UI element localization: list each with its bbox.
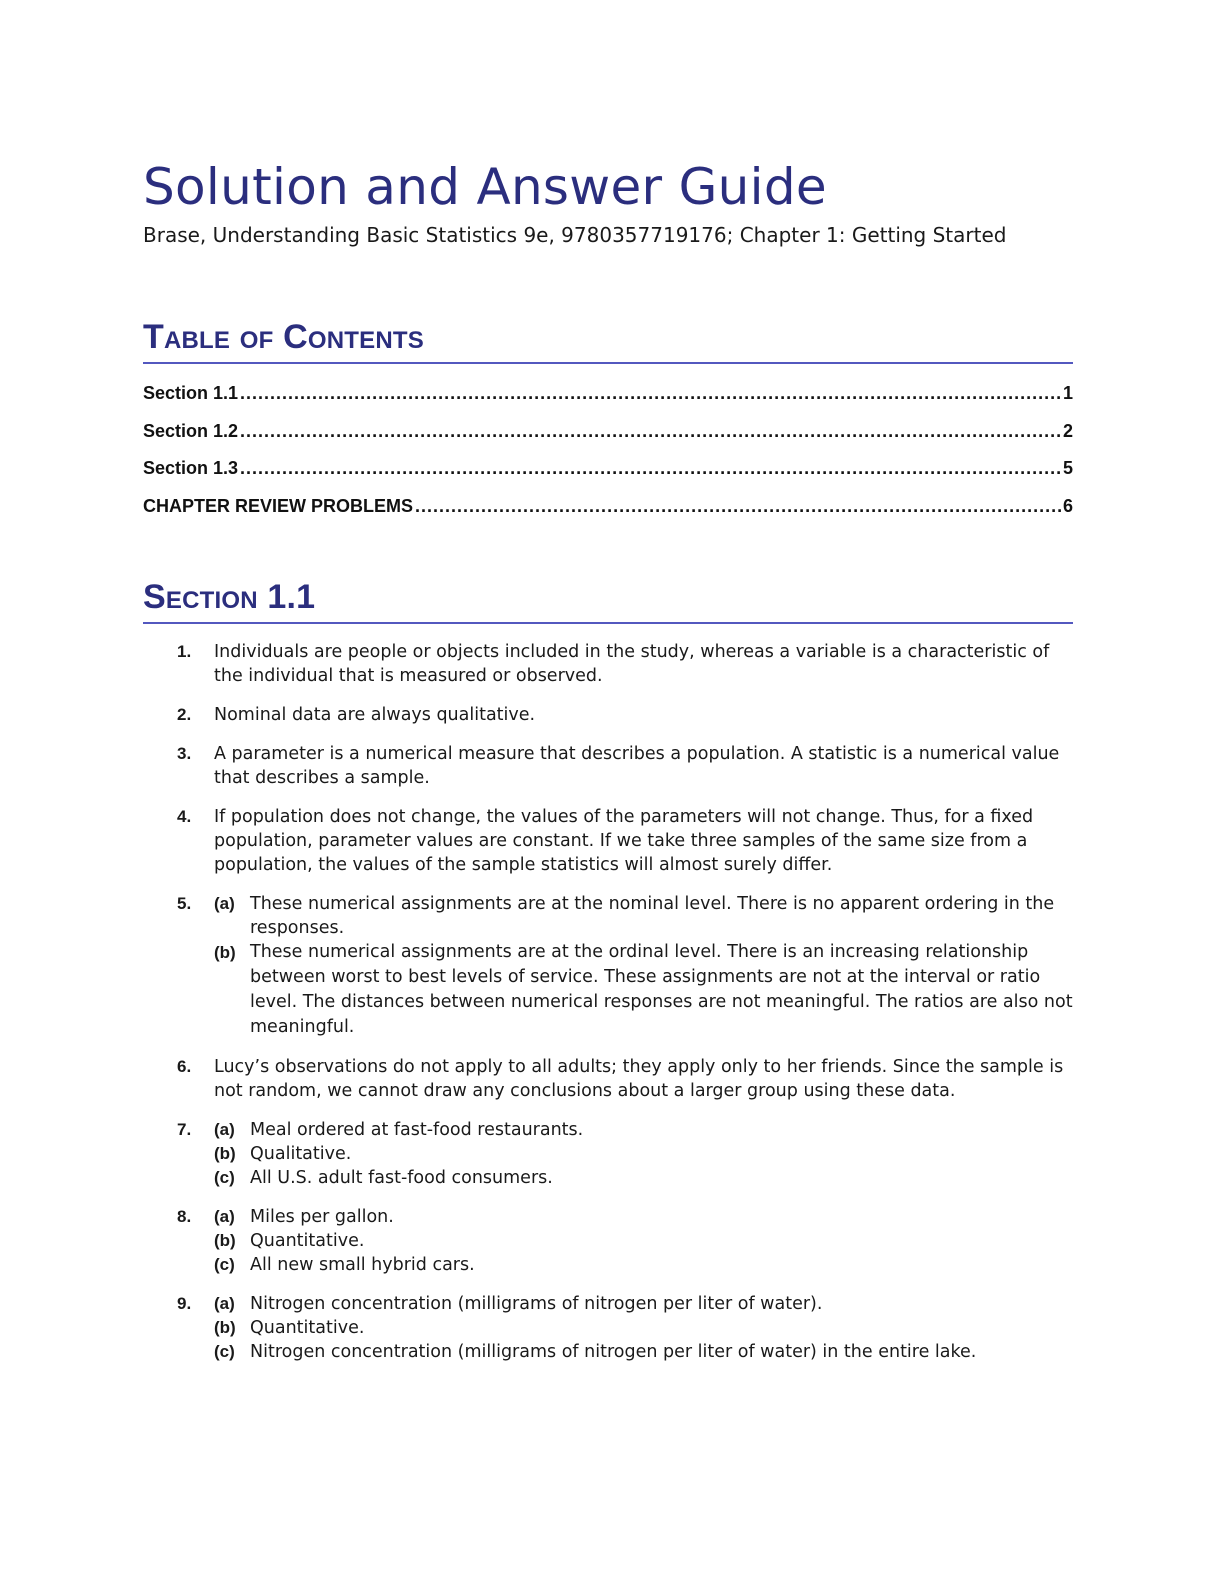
answer-item-6 xyxy=(143,1055,1073,1103)
sub-answer-a xyxy=(214,1205,1073,1229)
sub-letter: (b) xyxy=(214,943,236,962)
sub-text: Quantitative. xyxy=(250,1231,365,1251)
answer-list xyxy=(143,640,1073,1379)
toc-entry-label: CHAPTER REVIEW PROBLEMS xyxy=(143,495,414,516)
answer-item-2 xyxy=(143,703,1073,727)
sub-letter: (c) xyxy=(214,1168,235,1187)
sub-text: Nitrogen concentration (milligrams of nitrogen per liter of water). xyxy=(250,1294,823,1314)
sub-letter: (b) xyxy=(214,1318,236,1337)
sub-answer-a xyxy=(214,1292,1073,1316)
sub-text: Nitrogen concentration (milligrams of nitrogen per liter of water) in the entire lake. xyxy=(250,1342,977,1362)
sub-answer-c xyxy=(214,1340,1073,1364)
toc-divider xyxy=(143,362,1073,364)
sub-letter: (a) xyxy=(214,1120,235,1139)
toc-entry-label: Section 1.2 xyxy=(143,420,239,441)
sub-answer-b xyxy=(214,1316,1073,1340)
sub-answer-b xyxy=(214,1142,1073,1166)
toc-dot-leader xyxy=(240,421,1061,442)
sub-letter: (a) xyxy=(214,894,235,913)
sub-text: These numerical assignments are at the ordinal level. There is an increasing relationship between worst to best levels of service. These assignments are not at the interval or ratio level. The distances between numerical responses are not meaningful. The ratios are also not meaningful. xyxy=(250,942,1073,1037)
sub-text: Quantitative. xyxy=(250,1318,365,1338)
sub-answer-b xyxy=(214,1229,1073,1253)
toc-entry-section-1-1[interactable] xyxy=(143,383,1073,421)
item-number: 8. xyxy=(177,1207,192,1226)
sub-text: These numerical assignments are at the nominal level. There is no apparent ordering in the responses. xyxy=(250,894,1055,938)
sub-text: Qualitative. xyxy=(250,1144,352,1164)
sub-text: Miles per gallon. xyxy=(250,1207,394,1227)
toc-entry-label: Section 1.3 xyxy=(143,458,239,478)
item-text: Nominal data are always qualitative. xyxy=(214,705,536,725)
sub-answer-a xyxy=(214,892,1073,940)
sub-letter: (b) xyxy=(214,1144,236,1163)
item-text: If population does not change, the values of the parameters will not change. Thus, for a fixed population, parameter values are constant. If we take three samples of the same size from a population, the values of the sample statistics will almost surely differ. xyxy=(214,807,1034,875)
document-subtitle: Brase, Understanding Basic Statistics 9e, 9780357719176; Chapter 1: Getting Started xyxy=(143,223,1007,247)
table-of-contents xyxy=(143,383,1073,533)
answer-item-5 xyxy=(143,892,1073,1040)
item-number: 1. xyxy=(177,642,192,661)
sub-letter: (c) xyxy=(214,1255,235,1274)
answer-item-9 xyxy=(143,1292,1073,1364)
toc-entry-page: 6 xyxy=(1062,495,1073,516)
sub-text: Meal ordered at fast-food restaurants. xyxy=(250,1120,584,1140)
toc-dot-leader xyxy=(240,458,1061,479)
answer-item-3 xyxy=(143,742,1073,790)
toc-entry-chapter-review[interactable] xyxy=(143,496,1073,534)
answer-item-4 xyxy=(143,805,1073,877)
item-text: Individuals are people or objects included in the study, whereas a variable is a characteristic of the individual that is measured or observed. xyxy=(214,642,1050,686)
sub-answer-a xyxy=(214,1118,1073,1142)
answer-item-7 xyxy=(143,1118,1073,1190)
item-text: A parameter is a numerical measure that describes a population. A statistic is a numerical value that describes a sample. xyxy=(214,744,1060,788)
toc-entry-section-1-3[interactable] xyxy=(143,458,1073,496)
section-divider xyxy=(143,622,1073,624)
toc-entry-page: 5 xyxy=(1062,458,1073,478)
item-number: 7. xyxy=(177,1120,192,1139)
item-number: 4. xyxy=(177,807,192,826)
item-number: 3. xyxy=(177,744,192,763)
sub-answer-c xyxy=(214,1253,1073,1277)
sub-answer-c xyxy=(214,1166,1073,1190)
answer-item-8 xyxy=(143,1205,1073,1277)
toc-dot-leader xyxy=(415,496,1061,517)
toc-entry-page: 1 xyxy=(1062,383,1073,403)
document-title: Solution and Answer Guide xyxy=(143,158,827,216)
sub-letter: (b) xyxy=(214,1231,236,1250)
item-number: 9. xyxy=(177,1294,192,1313)
toc-entry-page: 2 xyxy=(1062,420,1073,441)
answer-item-1 xyxy=(143,640,1073,688)
sub-text: All U.S. adult fast-food consumers. xyxy=(250,1168,553,1188)
item-number: 6. xyxy=(177,1057,192,1076)
toc-heading: Table of Contents xyxy=(143,318,424,356)
sub-letter: (c) xyxy=(214,1342,235,1361)
toc-dot-leader xyxy=(240,383,1061,404)
toc-entry-label: Section 1.1 xyxy=(143,383,239,403)
sub-letter: (a) xyxy=(214,1207,235,1226)
sub-text: All new small hybrid cars. xyxy=(250,1255,475,1275)
item-number: 5. xyxy=(177,894,192,913)
sub-answer-b xyxy=(214,940,1073,1040)
sub-letter: (a) xyxy=(214,1294,235,1313)
toc-entry-section-1-2[interactable] xyxy=(143,421,1073,459)
item-number: 2. xyxy=(177,705,192,724)
item-text: Lucy’s observations do not apply to all adults; they apply only to her friends. Since the sample is not random, we cannot draw any conclusions about a larger group using these data. xyxy=(214,1057,1064,1101)
section-heading: Section 1.1 xyxy=(143,578,316,616)
